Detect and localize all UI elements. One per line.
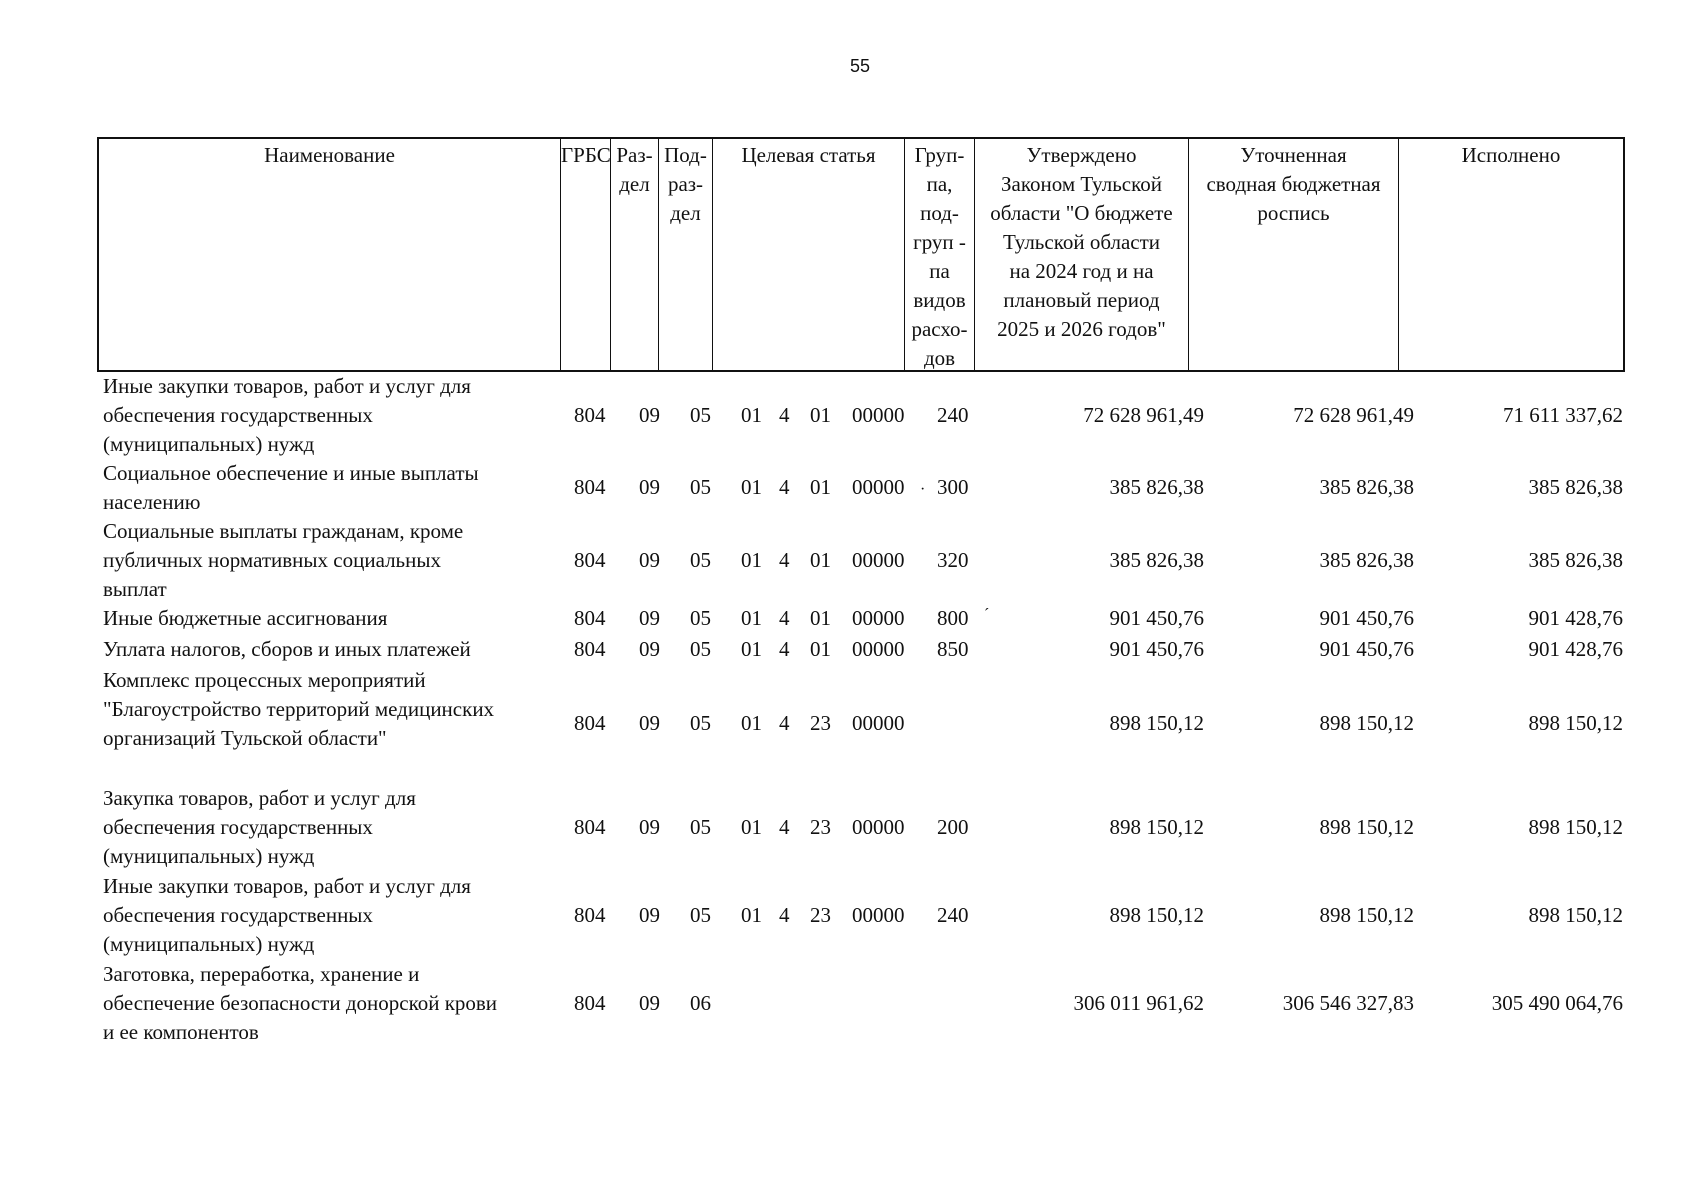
header-grbs-line: ГРБС <box>561 143 611 167</box>
header-target <box>713 139 905 370</box>
header-razdel-line: дел <box>619 172 650 196</box>
row-name-line: Уплата налогов, сборов и иных платежей <box>103 637 471 661</box>
target-part-3: 23 <box>810 815 831 839</box>
target-part-2: 4 <box>779 815 790 839</box>
header-approved-line: 2025 и 2026 годов" <box>997 317 1166 341</box>
razdel-cell: 09 <box>639 815 660 839</box>
header-group-line: груп - <box>913 230 966 254</box>
target-part-4: 00000 <box>852 637 905 661</box>
target-part-1: 01 <box>741 711 762 735</box>
target-part-4: 00000 <box>852 903 905 927</box>
target-part-2: 4 <box>779 403 790 427</box>
target-part-3: 01 <box>810 548 831 572</box>
target-part-3: 01 <box>810 606 831 630</box>
row-name-line: обеспечения государственных <box>103 903 373 927</box>
refined-cell: 385 826,38 <box>1319 548 1414 572</box>
podrazdel-cell: 05 <box>690 903 711 927</box>
header-group <box>905 139 975 370</box>
razdel-cell: 09 <box>639 606 660 630</box>
header-refined-line: сводная бюджетная <box>1206 172 1381 196</box>
target-part-4: 00000 <box>852 606 905 630</box>
target-part-3: 01 <box>810 637 831 661</box>
target-part-1: 01 <box>741 815 762 839</box>
group-cell: 300 <box>937 475 969 499</box>
header-grbs <box>561 139 611 370</box>
header-group-line: видов <box>913 288 966 312</box>
executed-cell: 898 150,12 <box>1528 711 1623 735</box>
podrazdel-cell: 05 <box>690 606 711 630</box>
header-name-line: Наименование <box>264 143 395 167</box>
target-part-1: 01 <box>741 606 762 630</box>
row-name <box>103 372 573 459</box>
row-name-line: обеспечения государственных <box>103 403 373 427</box>
row-name-line: Комплекс процессных мероприятий <box>103 668 426 692</box>
approved-cell: 385 826,38 <box>1109 548 1204 572</box>
refined-cell: 901 450,76 <box>1319 637 1414 661</box>
grbs-cell: 804 <box>574 991 606 1015</box>
grbs-cell: 804 <box>574 548 606 572</box>
row-name <box>103 604 573 633</box>
row-name-line: обеспечения государственных <box>103 815 373 839</box>
grbs-cell: 804 <box>574 606 606 630</box>
header-approved-line: Утверждено <box>1026 143 1137 167</box>
row-name-line: населению <box>103 490 201 514</box>
header-name <box>99 139 561 370</box>
target-part-3: 01 <box>810 403 831 427</box>
header-refined-line: Уточненная <box>1240 143 1347 167</box>
target-part-2: 4 <box>779 637 790 661</box>
target-part-2: 4 <box>779 606 790 630</box>
refined-cell: 385 826,38 <box>1319 475 1414 499</box>
target-part-3: 23 <box>810 903 831 927</box>
header-approved-line: плановый период <box>1003 288 1160 312</box>
row-name <box>103 459 573 517</box>
table-row <box>0 960 1696 1050</box>
approved-cell: 898 150,12 <box>1109 815 1204 839</box>
target-part-1: 01 <box>741 475 762 499</box>
target-part-4: 00000 <box>852 475 905 499</box>
refined-cell: 306 546 327,83 <box>1282 991 1414 1015</box>
target-part-2: 4 <box>779 548 790 572</box>
table-row <box>0 517 1696 604</box>
podrazdel-cell: 05 <box>690 548 711 572</box>
table-row <box>0 872 1696 960</box>
approved-cell: 385 826,38 <box>1109 475 1204 499</box>
row-name <box>103 872 573 959</box>
scan-mark: ´ <box>984 606 990 623</box>
approved-cell: 72 628 961,49 <box>1083 403 1204 427</box>
razdel-cell: 09 <box>639 548 660 572</box>
row-name-line: (муниципальных) нужд <box>103 432 315 456</box>
target-part-3: 01 <box>810 475 831 499</box>
group-cell: 240 <box>937 403 969 427</box>
target-part-2: 4 <box>779 903 790 927</box>
header-approved-line: области "О бюджете <box>990 201 1173 225</box>
podrazdel-cell: 05 <box>690 711 711 735</box>
razdel-cell: 09 <box>639 903 660 927</box>
row-name-line: Иные бюджетные ассигнования <box>103 606 388 630</box>
grbs-cell: 804 <box>574 637 606 661</box>
row-name <box>103 960 573 1047</box>
refined-cell: 898 150,12 <box>1319 903 1414 927</box>
refined-cell: 901 450,76 <box>1319 606 1414 630</box>
razdel-cell: 09 <box>639 403 660 427</box>
row-name-line: Иные закупки товаров, работ и услуг для <box>103 374 471 398</box>
table-header <box>97 137 1625 372</box>
row-name <box>103 666 573 753</box>
header-group-line: Груп- <box>914 143 965 167</box>
approved-cell: 901 450,76 <box>1109 637 1204 661</box>
header-executed-line: Исполнено <box>1461 143 1561 167</box>
target-part-4: 00000 <box>852 815 905 839</box>
executed-cell: 385 826,38 <box>1528 475 1623 499</box>
row-name-line: (муниципальных) нужд <box>103 844 315 868</box>
header-podrazdel-line: Под- <box>664 143 707 167</box>
target-part-3: 23 <box>810 711 831 735</box>
group-cell: 240 <box>937 903 969 927</box>
grbs-cell: 804 <box>574 903 606 927</box>
executed-cell: 71 611 337,62 <box>1503 403 1623 427</box>
header-podrazdel <box>659 139 713 370</box>
table-row <box>0 604 1696 635</box>
row-name-line: и ее компонентов <box>103 1020 259 1044</box>
target-part-1: 01 <box>741 637 762 661</box>
header-approved-line: Тульской области <box>1002 230 1161 254</box>
executed-cell: 901 428,76 <box>1528 606 1623 630</box>
row-name-line: "Благоустройство территорий медицинских <box>103 697 495 721</box>
header-approved-line: на 2024 год и на <box>1009 259 1154 283</box>
row-name <box>103 784 573 871</box>
target-part-1: 01 <box>741 548 762 572</box>
header-razdel <box>611 139 659 370</box>
row-name <box>103 517 573 604</box>
grbs-cell: 804 <box>574 815 606 839</box>
refined-cell: 72 628 961,49 <box>1293 403 1414 427</box>
row-name-line: (муниципальных) нужд <box>103 932 315 956</box>
podrazdel-cell: 05 <box>690 815 711 839</box>
executed-cell: 305 490 064,76 <box>1491 991 1623 1015</box>
razdel-cell: 09 <box>639 711 660 735</box>
approved-cell: 898 150,12 <box>1109 903 1204 927</box>
header-approved <box>975 139 1189 370</box>
table-row <box>0 372 1696 459</box>
header-group-line: па, <box>926 172 953 196</box>
approved-cell: 898 150,12 <box>1109 711 1204 735</box>
podrazdel-cell: 05 <box>690 637 711 661</box>
approved-cell: 306 011 961,62 <box>1073 991 1204 1015</box>
group-cell: 200 <box>937 815 969 839</box>
header-approved-line: Законом Тульской <box>1001 172 1162 196</box>
row-name-line: Иные закупки товаров, работ и услуг для <box>103 874 471 898</box>
grbs-cell: 804 <box>574 475 606 499</box>
header-podrazdel-line: дел <box>670 201 701 225</box>
header-podrazdel-line: раз- <box>667 172 704 196</box>
group-cell: 320 <box>937 548 969 572</box>
header-refined-line: роспись <box>1257 201 1330 225</box>
row-name-line: публичных нормативных социальных <box>103 548 441 572</box>
executed-cell: 898 150,12 <box>1528 903 1623 927</box>
group-cell: 800 <box>937 606 969 630</box>
row-name-line: Социальные выплаты гражданам, кроме <box>103 519 464 543</box>
group-cell: 850 <box>937 637 969 661</box>
razdel-cell: 09 <box>639 637 660 661</box>
table-row <box>0 459 1696 517</box>
scan-mark: · <box>920 481 926 498</box>
header-executed <box>1399 139 1623 370</box>
row-name-line: Заготовка, переработка, хранение и <box>103 962 420 986</box>
page-number: 55 <box>849 56 871 76</box>
header-target-line: Целевая статья <box>741 143 876 167</box>
row-name-line: Закупка товаров, работ и услуг для <box>103 786 416 810</box>
header-group-line: па <box>929 259 950 283</box>
executed-cell: 385 826,38 <box>1528 548 1623 572</box>
target-part-4: 00000 <box>852 711 905 735</box>
podrazdel-cell: 05 <box>690 403 711 427</box>
target-part-1: 01 <box>741 903 762 927</box>
table-row <box>0 635 1696 666</box>
target-part-4: 00000 <box>852 548 905 572</box>
target-part-1: 01 <box>741 403 762 427</box>
podrazdel-cell: 06 <box>690 991 711 1015</box>
grbs-cell: 804 <box>574 403 606 427</box>
row-name-line: обеспечение безопасности донорской крови <box>103 991 498 1015</box>
table-row <box>0 784 1696 872</box>
grbs-cell: 804 <box>574 711 606 735</box>
target-part-2: 4 <box>779 475 790 499</box>
target-part-2: 4 <box>779 711 790 735</box>
row-name-line: выплат <box>103 577 167 601</box>
header-refined <box>1189 139 1399 370</box>
refined-cell: 898 150,12 <box>1319 815 1414 839</box>
row-name <box>103 635 573 664</box>
approved-cell: 901 450,76 <box>1109 606 1204 630</box>
table-row <box>0 666 1696 784</box>
row-name-line: Социальное обеспечение и иные выплаты <box>103 461 479 485</box>
header-group-line: дов <box>923 346 956 370</box>
executed-cell: 901 428,76 <box>1528 637 1623 661</box>
row-name-line: организаций Тульской области" <box>103 726 387 750</box>
razdel-cell: 09 <box>639 475 660 499</box>
razdel-cell: 09 <box>639 991 660 1015</box>
header-group-line: расхо- <box>911 317 968 341</box>
header-razdel-line: Раз- <box>616 143 653 167</box>
target-part-4: 00000 <box>852 403 905 427</box>
podrazdel-cell: 05 <box>690 475 711 499</box>
executed-cell: 898 150,12 <box>1528 815 1623 839</box>
refined-cell: 898 150,12 <box>1319 711 1414 735</box>
header-group-line: под- <box>920 201 959 225</box>
